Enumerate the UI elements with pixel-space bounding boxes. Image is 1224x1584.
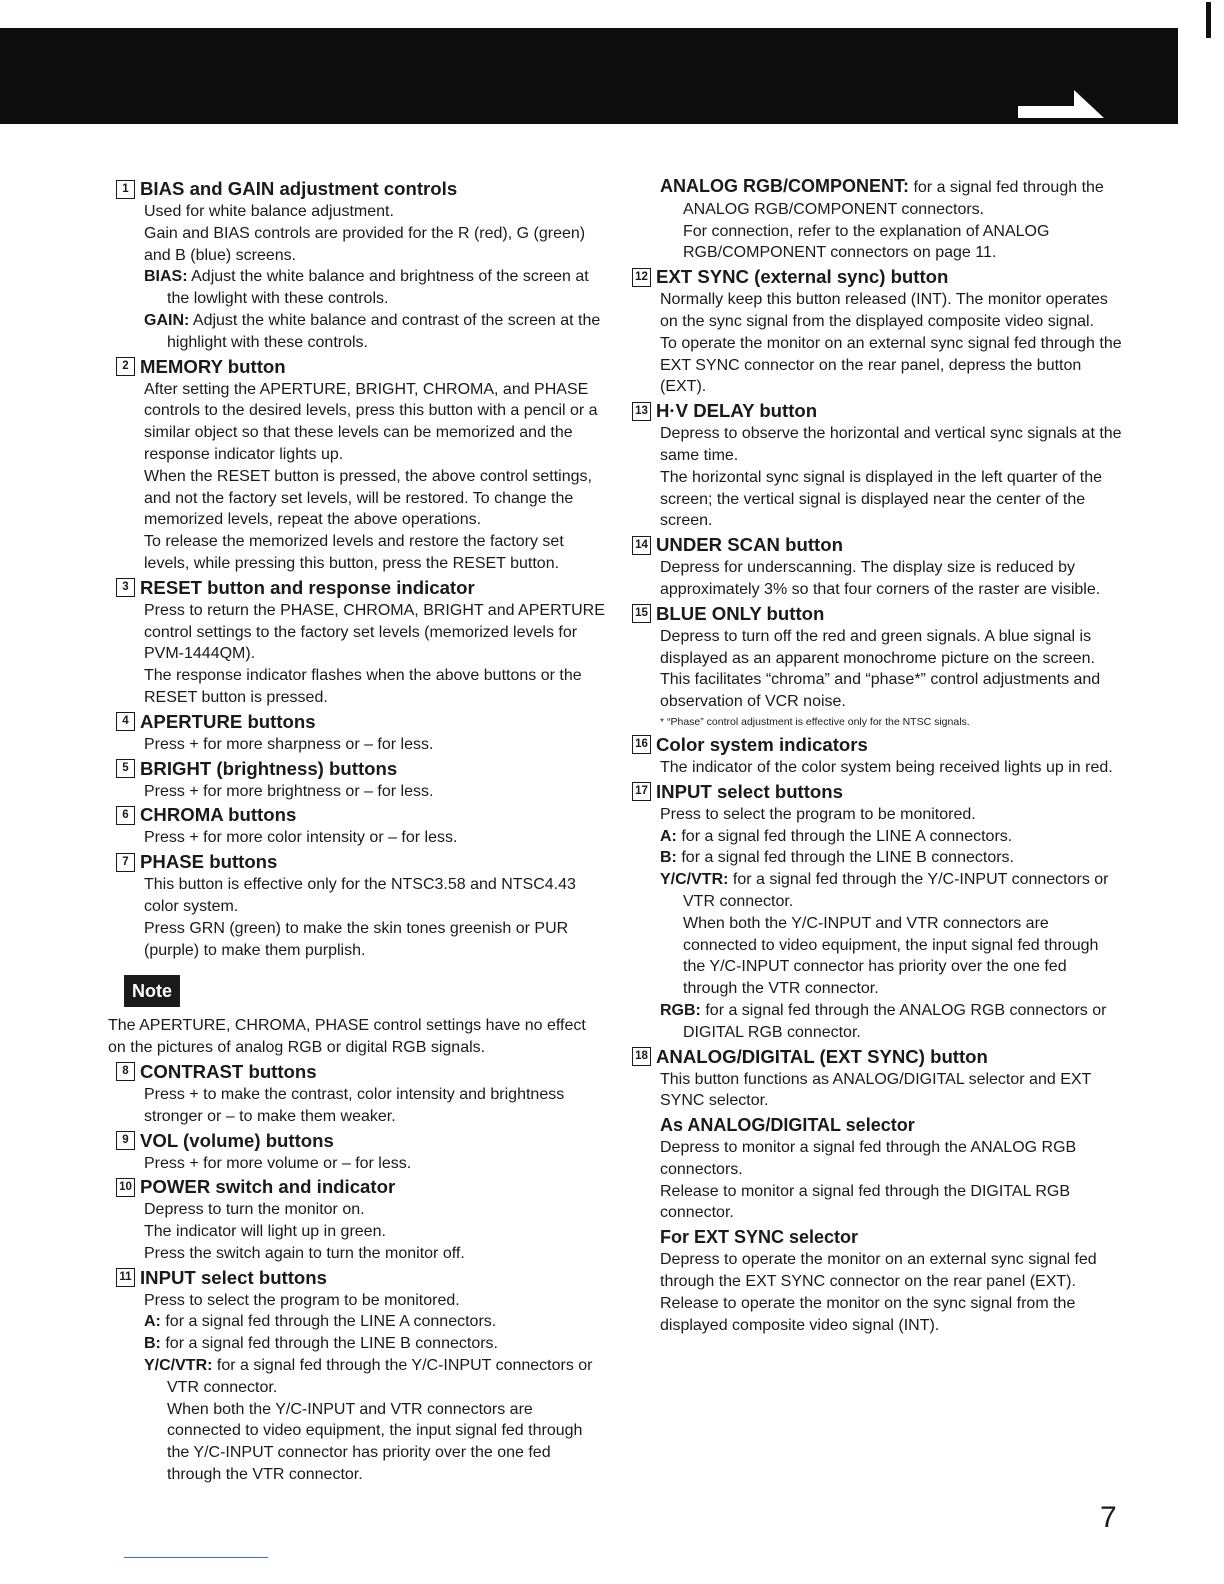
- left-column: [108, 176, 606, 1486]
- section-title: CONTRAST buttons: [140, 1060, 317, 1082]
- item-number-box: 7: [116, 853, 135, 872]
- section-title: Color system indicators: [656, 733, 868, 755]
- section-title: RESET button and response indicator: [140, 576, 475, 598]
- body-paragraph: To release the memorized levels and restore the factory set levels, while pressing this button, press the RESET button.: [144, 533, 564, 572]
- body-paragraph: Press to return the PHASE, CHROMA, BRIGHT and APERTURE control settings to the factory set levels (memorized levels for PVM-1444QM).: [144, 601, 605, 663]
- body-paragraph: Press to select the program to be monitored.: [660, 805, 976, 823]
- item-number-box: 4: [116, 712, 135, 731]
- item-text: for a signal fed through the ANALOG RGB/COMPONENT connectors.: [683, 179, 1104, 218]
- section-heading: [632, 399, 1124, 423]
- section-body: [632, 757, 1124, 779]
- section-15: [632, 602, 1124, 732]
- note-text: The APERTURE, CHROMA, PHASE control settings have no effect on the pictures of analog RGB or digital RGB signals.: [108, 1017, 586, 1057]
- item-label: A:: [660, 827, 677, 845]
- section-1: [116, 177, 606, 354]
- body-paragraph: Press + for more color intensity or – for less.: [144, 829, 458, 847]
- left-sections: [116, 177, 606, 961]
- item-label: BIAS:: [144, 268, 188, 286]
- section-heading: [116, 757, 606, 781]
- body-paragraph: The indicator of the color system being received lights up in red.: [660, 758, 1113, 776]
- section-title: BIAS and GAIN adjustment controls: [140, 178, 458, 199]
- section-body: [116, 1084, 606, 1128]
- item-text: for a signal fed through the Y/C-INPUT connectors or VTR connector.: [167, 1357, 593, 1396]
- analog-rgb-component-item: [632, 176, 1124, 264]
- section-heading: [116, 177, 606, 201]
- body-paragraph: Release to operate the monitor on the sync signal from the displayed composite video signal (INT).: [660, 1294, 1076, 1334]
- section-title: VOL (volume) buttons: [140, 1129, 334, 1151]
- section-heading: [116, 803, 606, 827]
- body-paragraph: The indicator will light up in green.: [144, 1223, 386, 1241]
- section-title: UNDER SCAN button: [656, 534, 843, 556]
- item-number-box: 3: [116, 578, 135, 597]
- right-sections: [632, 265, 1124, 1336]
- item-label: Y/C/VTR:: [660, 871, 729, 889]
- section-title: BLUE ONLY button: [656, 602, 825, 624]
- section-heading: [116, 1175, 606, 1199]
- item-label: GAIN:: [144, 311, 190, 329]
- section-title: MEMORY button: [140, 355, 286, 377]
- section-12: [632, 265, 1124, 398]
- page-number: 7: [1100, 1501, 1117, 1534]
- item-number-box: 2: [116, 357, 135, 376]
- item-text: Adjust the white balance and contrast of the screen at the highlight with these controls.: [167, 311, 601, 351]
- body-paragraph: Press to select the program to be monitored.: [144, 1291, 460, 1309]
- note-block: [108, 975, 606, 1059]
- item-number-box: 13: [632, 402, 651, 421]
- section-heading: [632, 265, 1124, 289]
- section-body: [632, 1069, 1124, 1337]
- section-body: [632, 289, 1124, 398]
- section-body: [632, 557, 1124, 601]
- arrow-right-icon: [1018, 88, 1104, 118]
- body-paragraph: When both the Y/C-INPUT and VTR connectors are connected to video equipment, the input signal fed through the Y/C-INPUT connector has priority over the one fed through the VTR connector.: [683, 914, 1099, 998]
- body-paragraph: Depress to turn off the red and green signals. A blue signal is displayed as an apparent monochrome picture on the screen. This facilitates “chroma” and “phase*” control adjustments and observation of VCR noise.: [660, 627, 1101, 711]
- body-paragraph: Press GRN (green) to make the skin tones greenish or PUR (purple) to make them purplish.: [144, 919, 569, 959]
- body-paragraph: The response indicator flashes when the above buttons or the RESET button is pressed.: [144, 667, 582, 706]
- item-text: for a signal fed through the LINE B connectors.: [681, 849, 1014, 867]
- body-paragraph: Press the switch again to turn the monitor off.: [144, 1244, 465, 1262]
- subsection-heading: As ANALOG/DIGITAL selector: [660, 1115, 915, 1136]
- section-body: [116, 1153, 606, 1175]
- item-number-box: 8: [116, 1062, 135, 1081]
- body-item: [660, 869, 1124, 913]
- section-title: H·V DELAY button: [656, 400, 818, 422]
- item-text: for a signal fed through the LINE A connectors.: [165, 1313, 497, 1331]
- body-item: [144, 266, 606, 310]
- section-title: APERTURE buttons: [140, 710, 316, 732]
- header-banner: [0, 28, 1178, 124]
- section-title: INPUT select buttons: [656, 780, 843, 802]
- body-paragraph: Press + for more sharpness or – for less.: [144, 735, 434, 753]
- body-paragraph: This button functions as ANALOG/DIGITAL selector and EXT SYNC selector.: [660, 1070, 1092, 1110]
- section-18: [632, 1045, 1124, 1337]
- section-heading: [632, 602, 1124, 626]
- section-heading: [116, 1266, 606, 1290]
- item-text: Adjust the white balance and brightness of the screen at the lowlight with these controls.: [167, 268, 589, 308]
- body-paragraph: Depress to observe the horizontal and vertical sync signals at the same time.: [660, 425, 1122, 464]
- left-sections-continued: [116, 1060, 606, 1486]
- item-number-box: 6: [116, 806, 135, 825]
- section-heading: [116, 710, 606, 734]
- section-8: [116, 1060, 606, 1128]
- item-label: RGB:: [660, 1001, 701, 1019]
- section-heading: [116, 355, 606, 379]
- section-6: [116, 803, 606, 849]
- section-title: POWER switch and indicator: [140, 1176, 396, 1198]
- item-text: for a signal fed through the Y/C-INPUT connectors or VTR connector.: [683, 871, 1109, 910]
- section-body: [632, 423, 1124, 532]
- item-number-box: 18: [632, 1047, 651, 1066]
- item-number-box: 14: [632, 536, 651, 555]
- section-9: [116, 1129, 606, 1175]
- section-body: [116, 1199, 606, 1264]
- section-heading: [116, 850, 606, 874]
- item-number-box: 11: [116, 1268, 135, 1287]
- item-number-box: 15: [632, 604, 651, 623]
- section-13: [632, 399, 1124, 532]
- section-body: [116, 600, 606, 709]
- item-label: ANALOG RGB/COMPONENT:: [660, 176, 909, 196]
- section-body: [116, 201, 606, 354]
- body-paragraph: For connection, refer to the explanation of ANALOG RGB/COMPONENT connectors on page 11.: [683, 222, 1050, 262]
- body-item: [660, 847, 1124, 869]
- section-heading: [116, 1060, 606, 1084]
- section-title: PHASE buttons: [140, 851, 278, 873]
- body-paragraph: Press + for more brightness or – for less.: [144, 782, 434, 800]
- section-heading: [632, 1045, 1124, 1069]
- section-3: [116, 576, 606, 709]
- section-heading: [632, 780, 1124, 804]
- right-column: [632, 176, 1124, 1336]
- section-title: CHROMA buttons: [140, 804, 297, 826]
- item-number-box: 9: [116, 1131, 135, 1150]
- item-label: B:: [144, 1335, 161, 1353]
- section-body: [632, 626, 1124, 732]
- body-paragraph: Used for white balance adjustment.: [144, 203, 394, 220]
- body-paragraph: When the RESET button is pressed, the above control settings, and not the factory set levels, will be restored. To change the memorized levels, repeat the above operations.: [144, 467, 592, 529]
- section-14: [632, 533, 1124, 601]
- item-number-box: 10: [116, 1178, 135, 1197]
- note-badge: Note: [124, 975, 180, 1007]
- item-label: A:: [144, 1313, 161, 1331]
- section-2: [116, 355, 606, 575]
- section-17: [632, 780, 1124, 1044]
- section-4: [116, 710, 606, 756]
- section-title: INPUT select buttons: [140, 1266, 327, 1288]
- section-heading: [116, 1129, 606, 1153]
- item-label: B:: [660, 849, 677, 867]
- body-paragraph: Depress for underscanning. The display size is reduced by approximately 3% so that four corners of the raster are visible.: [660, 559, 1101, 598]
- body-paragraph: Depress to turn the monitor on.: [144, 1201, 365, 1219]
- section-body: [116, 1290, 606, 1486]
- body-paragraph: To operate the monitor on an external sync signal fed through the EXT SYNC connector on the rear panel, depress the button (EXT).: [660, 334, 1122, 396]
- section-body: [116, 781, 606, 803]
- item-number-box: 1: [116, 180, 135, 199]
- body-item: [144, 1311, 606, 1333]
- edge-marker: [1206, 2, 1211, 38]
- footnote: * “Phase” control adjustment is effective only for the NTSC signals.: [660, 715, 970, 728]
- body-paragraph: When both the Y/C-INPUT and VTR connectors are connected to video equipment, the input signal fed through the Y/C-INPUT connector has priority over the one fed through the VTR connector.: [167, 1400, 583, 1484]
- section-body: [632, 804, 1124, 1044]
- body-item: [660, 1000, 1124, 1044]
- body-paragraph: The horizontal sync signal is displayed in the left quarter of the screen; the vertical signal is displayed near the center of the screen.: [660, 468, 1103, 530]
- item-label: Y/C/VTR:: [144, 1357, 213, 1375]
- item-text: for a signal fed through the LINE B connectors.: [165, 1335, 498, 1353]
- body-paragraph: This button is effective only for the NTSC3.58 and NTSC4.43 color system.: [144, 876, 576, 915]
- section-10: [116, 1175, 606, 1264]
- section-heading: [116, 576, 606, 600]
- section-body: [116, 827, 606, 849]
- body-item: [144, 1333, 606, 1355]
- item-number-box: 17: [632, 782, 651, 801]
- body-paragraph: Press + to make the contrast, color intensity and brightness stronger or – to make them weaker.: [144, 1085, 565, 1125]
- body-item: [660, 826, 1124, 848]
- section-body: [116, 379, 606, 575]
- section-5: [116, 757, 606, 803]
- section-title: BRIGHT (brightness) buttons: [140, 757, 398, 779]
- body-item: [660, 176, 1124, 221]
- section-title: ANALOG/DIGITAL (EXT SYNC) button: [656, 1045, 988, 1067]
- subsection-heading: For EXT SYNC selector: [660, 1227, 859, 1248]
- section-heading: [632, 533, 1124, 557]
- item-number-box: 12: [632, 268, 651, 287]
- body-paragraph: Normally keep this button released (INT). The monitor operates on the sync signal from the displayed composite video signal.: [660, 291, 1108, 330]
- body-paragraph: After setting the APERTURE, BRIGHT, CHROMA, and PHASE controls to the desired levels, press this button with a pencil or a similar object so that these levels can be memorized and the response indicator lights up.: [144, 380, 598, 463]
- item-number-box: 5: [116, 759, 135, 778]
- body-paragraph: Depress to monitor a signal fed through the ANALOG RGB connectors.: [660, 1139, 1077, 1178]
- body-paragraph: Release to monitor a signal fed through the DIGITAL RGB connector.: [660, 1182, 1070, 1222]
- section-heading: [632, 733, 1124, 757]
- body-paragraph: Gain and BIAS controls are provided for the R (red), G (green) and B (blue) screens.: [144, 224, 586, 264]
- body-paragraph: Depress to operate the monitor on an external sync signal fed through the EXT SYNC connector on the rear panel (EXT).: [660, 1251, 1097, 1291]
- section-body: [116, 874, 606, 961]
- section-title: EXT SYNC (external sync) button: [656, 266, 949, 288]
- item-text: for a signal fed through the LINE A connectors.: [681, 827, 1013, 845]
- body-paragraph: Press + for more volume or – for less.: [144, 1154, 412, 1172]
- section-16: [632, 733, 1124, 779]
- section-body: [116, 734, 606, 756]
- body-item: [144, 310, 606, 354]
- section-7: [116, 850, 606, 961]
- item-text: for a signal fed through the ANALOG RGB connectors or DIGITAL RGB connector.: [683, 1001, 1107, 1041]
- item-number-box: 16: [632, 735, 651, 754]
- footer-rule: [124, 1557, 268, 1558]
- body-item: [144, 1355, 606, 1399]
- section-11: [116, 1266, 606, 1486]
